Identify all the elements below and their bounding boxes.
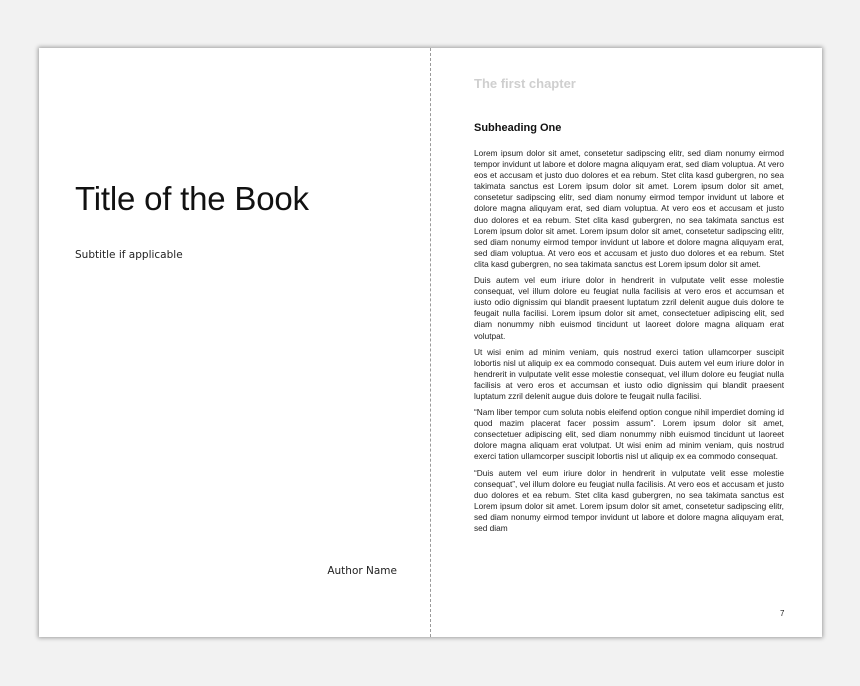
- paragraph: “Nam liber tempor cum soluta nobis eleifend option congue nihil imperdiet doming id quod mazim placerat facer possim assum”. Lorem ipsum dolor sit amet, consectetuer adipiscing elit, sed diam nonummy nibh euismod tincidunt ut laoreet dolore magna aliquam erat volutpat. Ut wisi enim ad minim veniam, quis nostrud exerci tation ullamcorper suscipit lobortis nisl ut aliquip ex ea commodo consequat.: [474, 407, 784, 462]
- book-title: Title of the Book: [75, 180, 309, 217]
- subheading: Subheading One: [474, 122, 562, 134]
- page-number: 7: [780, 609, 785, 618]
- paragraph: Ut wisi enim ad minim veniam, quis nostrud exerci tation ullamcorper suscipit lobortis nisl ut aliquip ex ea commodo consequat. Duis autem vel eum iriure dolor in hendrerit in vulputate velit esse molestie consequat, vel illum dolore eu feugiat nulla facilisis at vero eros et accumsan et iusto odio dignissim qui blandit praesent luptatum zzril delenit augue duis dolore te feugait nulla facilisi.: [474, 346, 784, 401]
- paragraph: Duis autem vel eum iriure dolor in hendrerit in vulputate velit esse molestie consequat, vel illum dolore eu feugiat nulla facilisis at vero eros et accumsan et iusto odio dignissim qui blandit praesent luptatum zzril delenit augue duis dolore te feugait nulla facilisi. Lorem ipsum dolor sit amet, consectetuer adipiscing elit, sed diam nonummy nibh euismod tincidunt ut laoreet dolore magna aliquam erat volutpat.: [474, 275, 784, 341]
- page-fold-divider: [430, 48, 431, 637]
- author-name: Author Name: [327, 565, 397, 577]
- paragraph: Lorem ipsum dolor sit amet, consetetur sadipscing elitr, sed diam nonumy eirmod tempor invidunt ut labore et dolore magna aliquyam erat, sed diam voluptua. At vero eos et accusam et justo duo dolores et ea rebum. Stet clita kasd gubergren, no sea takimata sanctus est Lorem ipsum dolor sit amet. Lorem ipsum dolor sit amet, consetetur sadipscing elitr, sed diam nonumy eirmod tempor invidunt ut labore et dolore magna aliquyam erat, sed diam voluptua. At vero eos et accusam et justo duo dolores et ea rebum. Stet clita kasd gubergren, no sea takimata sanctus est Lorem ipsum dolor sit amet. Lorem ipsum dolor sit amet, consetetur sadipscing elitr, sed diam nonumy eirmod tempor invidunt ut labore et dolore magna aliquyam erat, sed diam voluptua. At vero eos et accusam et justo duo dolores et ea rebum. Stet clita kasd gubergren, no sea takimata sanctus est Lorem ipsum dolor sit amet.: [474, 148, 784, 269]
- body-text: [474, 148, 784, 534]
- right-page: [474, 76, 784, 539]
- chapter-title: The first chapter: [474, 76, 576, 91]
- paragraph: “Duis autem vel eum iriure dolor in hendrerit in vulputate velit esse molestie consequat”, vel illum dolore eu feugiat nulla facilisis. At vero eos et accusam et justo duo dolores et ea rebum. Stet clita kasd gubergren, no sea takimata sanctus est Lorem ipsum dolor sit amet. Lorem ipsum dolor sit amet, consetetur sadipscing elitr, sed diam nonumy eirmod tempor invidunt ut labore et dolore magna aliquyam erat, sed diam: [474, 467, 784, 533]
- book-spread: [39, 48, 822, 637]
- book-subtitle: Subtitle if applicable: [75, 249, 183, 261]
